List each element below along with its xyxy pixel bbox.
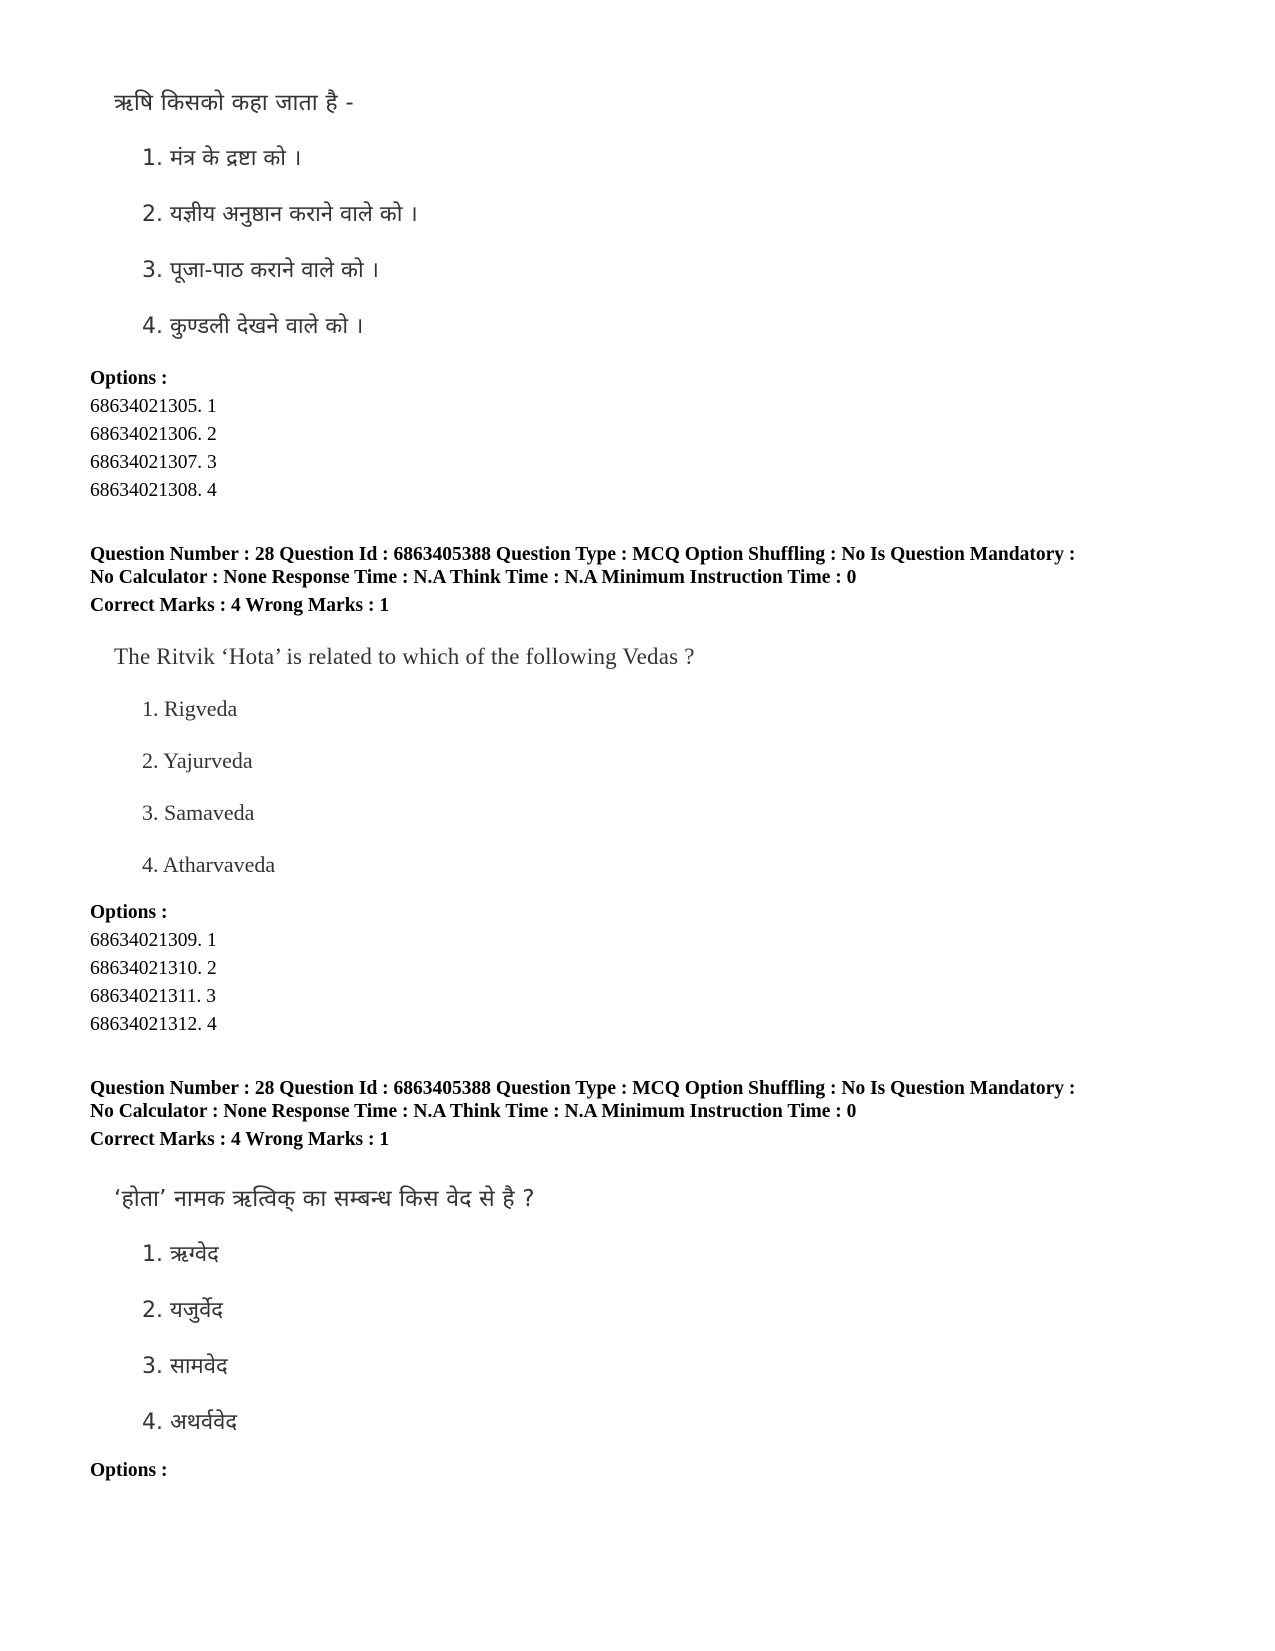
question-choice: 1. मंत्र के द्रष्टा को । (142, 146, 302, 171)
question-marks: Correct Marks : 4 Wrong Marks : 1 (90, 595, 390, 616)
question-choice: 3. सामवेद (142, 1354, 228, 1379)
option-line: 68634021309. 1 (90, 930, 217, 951)
options-label: Options : (90, 368, 168, 389)
question-choice: 1. Rigveda (142, 696, 238, 721)
question-choice: 2. यज्ञीय अनुष्ठान कराने वाले को । (142, 202, 418, 227)
question-meta-line: Question Number : 28 Question Id : 6863405388 Question Type : MCQ Option Shuffling : No Is Question Mandatory : (90, 1078, 1076, 1099)
option-line: 68634021305. 1 (90, 396, 217, 417)
question-meta-line: No Calculator : None Response Time : N.A Think Time : N.A Minimum Instruction Time : 0 (90, 1101, 857, 1122)
option-line: 68634021308. 4 (90, 480, 217, 501)
question-text: ‘होता’ नामक ऋत्विक् का सम्बन्ध किस वेद से है ? (114, 1186, 535, 1212)
option-line: 68634021306. 2 (90, 424, 217, 445)
question-choice: 4. Atharvaveda (142, 852, 276, 877)
question-choice: 2. यजुर्वेद (142, 1298, 223, 1323)
option-line: 68634021310. 2 (90, 958, 217, 979)
question-choice: 4. अथर्ववेद (142, 1410, 237, 1435)
option-line: 68634021307. 3 (90, 452, 217, 473)
option-line: 68634021312. 4 (90, 1014, 217, 1035)
option-line: 68634021311. 3 (90, 986, 217, 1007)
question-choice: 3. पूजा-पाठ कराने वाले को । (142, 258, 379, 283)
options-label: Options : (90, 902, 168, 923)
question-choice: 1. ऋग्वेद (142, 1242, 219, 1267)
question-marks: Correct Marks : 4 Wrong Marks : 1 (90, 1129, 390, 1150)
question-meta-line: No Calculator : None Response Time : N.A Think Time : N.A Minimum Instruction Time : 0 (90, 567, 857, 588)
question-choice: 4. कुण्डली देखने वाले को । (142, 314, 364, 339)
question-text: The Ritvik ‘Hota’ is related to which of the following Vedas ? (114, 644, 695, 669)
question-choice: 2. Yajurveda (142, 748, 253, 773)
question-text: ऋषि किसको कहा जाता है - (114, 90, 354, 116)
question-choice: 3. Samaveda (142, 800, 255, 825)
options-label: Options : (90, 1460, 168, 1481)
question-meta-line: Question Number : 28 Question Id : 6863405388 Question Type : MCQ Option Shuffling : No Is Question Mandatory : (90, 544, 1076, 565)
